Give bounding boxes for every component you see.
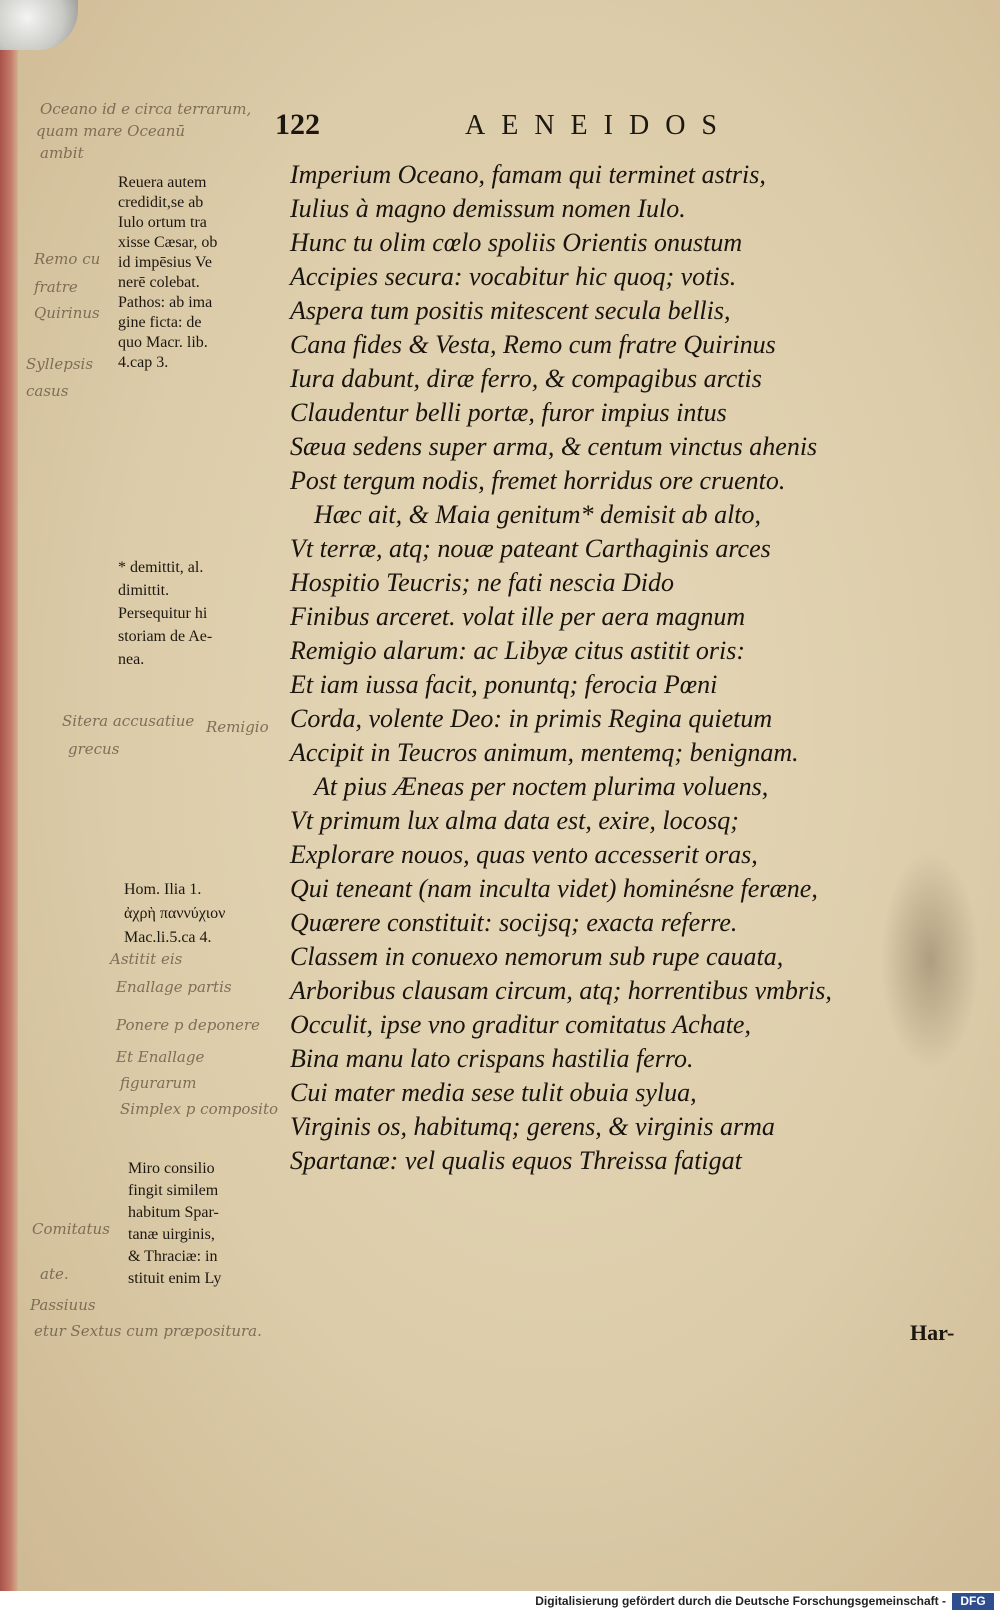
handwritten-note: fratre bbox=[34, 278, 78, 296]
handwritten-note: Enallage partis bbox=[116, 978, 232, 996]
verse-line: Virginis os, habitumq; gerens, & virginis arma bbox=[290, 1112, 775, 1141]
gloss-line: * demittit, al. bbox=[118, 559, 204, 576]
verse-line: Hospitio Teucris; ne fati nescia Dido bbox=[290, 568, 674, 597]
handwritten-note: Ponere p deponere bbox=[116, 1016, 260, 1034]
gloss-line: xisse Cæsar, ob bbox=[118, 234, 218, 251]
verse-line: Classem in conuexo nemorum sub rupe cauata, bbox=[290, 942, 784, 971]
verse-line: Explorare nouos, quas vento accesserit oras, bbox=[290, 840, 758, 869]
verse-line: At pius Æneas per noctem plurima voluens, bbox=[314, 772, 769, 801]
marginal-gloss bbox=[124, 878, 225, 950]
page-number: 122 bbox=[275, 108, 320, 141]
verse-line: Iulius à magno demissum nomen Iulo. bbox=[290, 194, 686, 223]
catchword: Har- bbox=[910, 1320, 955, 1345]
handwritten-note: Oceano id e circa terrarum, bbox=[40, 100, 252, 118]
handwritten-note: ambit bbox=[40, 144, 84, 162]
gloss-line: Iulo ortum tra bbox=[118, 214, 207, 231]
gloss-line: tanæ uirginis, bbox=[128, 1226, 215, 1243]
gloss-line: Miro consilio bbox=[128, 1160, 215, 1177]
verse-line: Spartanæ: vel qualis equos Threissa fatigat bbox=[290, 1146, 742, 1175]
verse-line: Arboribus clausam circum, atq; horrentibus vmbris, bbox=[290, 976, 832, 1005]
digitization-footer bbox=[0, 1591, 1000, 1613]
verse-line: Remigio alarum: ac Libyæ citus astitit oris: bbox=[290, 636, 745, 665]
verse-line: Imperium Oceano, famam qui terminet astris, bbox=[290, 160, 766, 189]
gloss-line: Mac.li.5.ca 4. bbox=[124, 929, 212, 946]
gloss-line: quo Macr. lib. bbox=[118, 334, 208, 351]
verse-line: Aspera tum positis mitescent secula bellis, bbox=[290, 296, 731, 325]
handwritten-note: Passiuus bbox=[30, 1296, 96, 1314]
gloss-line: nerē colebat. bbox=[118, 274, 200, 291]
gloss-line: credidit,se ab bbox=[118, 194, 204, 211]
marginal-gloss bbox=[118, 556, 212, 671]
verse-line: Qui teneant (nam inculta videt) hominésne feræne, bbox=[290, 874, 818, 903]
verse-text bbox=[290, 158, 970, 1178]
handwritten-note: Remigio bbox=[206, 718, 269, 736]
gloss-line: stituit enim Ly bbox=[128, 1270, 222, 1287]
gloss-line: fingit similem bbox=[128, 1182, 219, 1199]
handwritten-note: Simplex p composito bbox=[120, 1100, 279, 1118]
handwritten-note: Astitit eis bbox=[110, 950, 183, 968]
handwritten-note: Comitatus bbox=[32, 1220, 110, 1238]
verse-line: Accipies secura: vocabitur hic quoq; votis. bbox=[290, 262, 737, 291]
verse-line: Occulit, ipse vno graditur comitatus Achate, bbox=[290, 1010, 751, 1039]
gloss-line: & Thraciæ: in bbox=[128, 1248, 218, 1265]
gloss-line: Pathos: ab ima bbox=[118, 294, 213, 311]
handwritten-note: Quirinus bbox=[34, 304, 100, 322]
handwritten-note: Remo cu bbox=[34, 250, 101, 268]
verse-line: Corda, volente Deo: in primis Regina quietum bbox=[290, 704, 773, 733]
gloss-line: id impēsius Ve bbox=[118, 254, 212, 271]
paper-clip bbox=[0, 0, 78, 50]
gloss-line: ἀχρὴ παννύχιον bbox=[124, 905, 226, 922]
handwritten-note: casus bbox=[26, 382, 69, 400]
page-gutter bbox=[0, 0, 18, 1613]
gloss-line: 4.cap 3. bbox=[118, 354, 169, 371]
handwritten-note: grecus bbox=[68, 740, 120, 758]
verse-line: Accipit in Teucros animum, mentemq; benignam. bbox=[290, 738, 799, 767]
handwritten-note: Syllepsis bbox=[26, 355, 94, 373]
dfg-logo-icon: DFG bbox=[952, 1593, 994, 1610]
handwritten-note: Et Enallage bbox=[116, 1048, 205, 1066]
verse-line: Hæc ait, & Maia genitum* demisit ab alto, bbox=[314, 500, 762, 529]
verse-line: Vt terræ, atq; nouæ pateant Carthaginis arces bbox=[290, 534, 771, 563]
verse-line: Cana fides & Vesta, Remo cum fratre Quirinus bbox=[290, 330, 776, 359]
gloss-line: Persequitur hi bbox=[118, 605, 208, 622]
handwritten-note: quam mare Oceanū bbox=[36, 122, 186, 140]
gloss-line: Hom. Ilia 1. bbox=[124, 881, 202, 898]
verse-line: Claudentur belli portæ, furor impius intus bbox=[290, 398, 727, 427]
handwritten-note: Sitera accusatiue bbox=[62, 712, 195, 730]
verse-line: Sæua sedens super arma, & centum vinctus ahenis bbox=[290, 432, 818, 461]
verse-line: Hunc tu olim cœlo spoliis Orientis onustum bbox=[290, 228, 743, 257]
gloss-line: dimittit. bbox=[118, 582, 170, 599]
funding-credit: Digitalisierung gefördert durch die Deutsche Forschungsgemeinschaft - bbox=[535, 1594, 946, 1608]
marginal-gloss bbox=[128, 1158, 221, 1290]
handwritten-note: figurarum bbox=[120, 1074, 197, 1092]
handwritten-note: ate. bbox=[40, 1265, 69, 1283]
gloss-line: storiam de Ae- bbox=[118, 628, 213, 645]
marginal-gloss bbox=[118, 173, 217, 373]
running-head: AENEIDOS bbox=[465, 110, 733, 141]
gloss-line: nea. bbox=[118, 651, 145, 668]
gloss-line: gine ficta: de bbox=[118, 314, 202, 331]
handwritten-note: etur Sextus cum præpositura. bbox=[34, 1322, 262, 1340]
gloss-line: Reuera autem bbox=[118, 174, 207, 191]
verse-line: Cui mater media sese tulit obuia sylua, bbox=[290, 1078, 697, 1107]
verse-line: Et iam iussa facit, ponuntq; ferocia Pœni bbox=[290, 670, 718, 699]
verse-line: Quærere constituit: socijsq; exacta referre. bbox=[290, 908, 738, 937]
verse-line: Iura dabunt, diræ ferro, & compagibus arctis bbox=[290, 364, 762, 393]
verse-line: Post tergum nodis, fremet horridus ore cruento. bbox=[290, 466, 786, 495]
verse-line: Finibus arceret. volat ille per aera magnum bbox=[290, 602, 746, 631]
gloss-line: habitum Spar- bbox=[128, 1204, 219, 1221]
verse-line: Vt primum lux alma data est, exire, locosq; bbox=[290, 806, 739, 835]
verse-line: Bina manu lato crispans hastilia ferro. bbox=[290, 1044, 694, 1073]
